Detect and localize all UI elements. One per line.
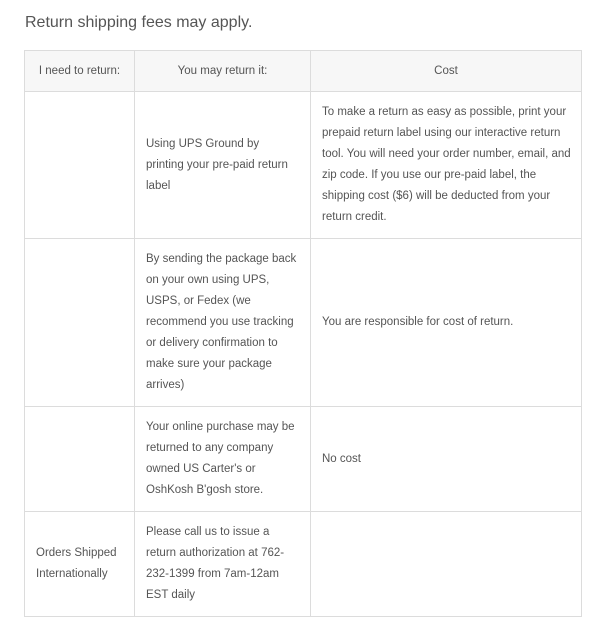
page-heading: Return shipping fees may apply. — [25, 14, 253, 31]
table-row — [25, 92, 582, 239]
need-cell: Orders Shipped Internationally — [25, 512, 135, 617]
method-cell: Your online purchase may be returned to any company owned US Carter's or OshKosh B'gosh store. — [135, 407, 311, 512]
cost-cell — [311, 512, 582, 617]
method-cell: By sending the package back on your own using UPS, USPS, or Fedex (we recommend you use tracking or delivery confirmation to make sure your package arrives) — [135, 239, 311, 407]
return-options-table — [24, 50, 582, 617]
table-row — [25, 512, 582, 617]
table-row — [25, 239, 582, 407]
need-cell — [25, 239, 135, 407]
cost-cell: To make a return as easy as possible, print your prepaid return label using our interactive return tool. You will need your order number, email, and zip code. If you use our pre-paid label, the shipping cost ($6) will be deducted from your return credit. — [311, 92, 582, 239]
table-row — [25, 407, 582, 512]
header-cost: Cost — [311, 51, 582, 92]
table-header-row — [25, 51, 582, 92]
need-cell — [25, 92, 135, 239]
header-need-to-return: I need to return: — [25, 51, 135, 92]
header-may-return-it: You may return it: — [135, 51, 311, 92]
cost-cell: No cost — [311, 407, 582, 512]
cost-cell: You are responsible for cost of return. — [311, 239, 582, 407]
method-cell: Please call us to issue a return authorization at 762-232-1399 from 7am-12am EST daily — [135, 512, 311, 617]
need-cell — [25, 407, 135, 512]
method-cell: Using UPS Ground by printing your pre-paid return label — [135, 92, 311, 239]
